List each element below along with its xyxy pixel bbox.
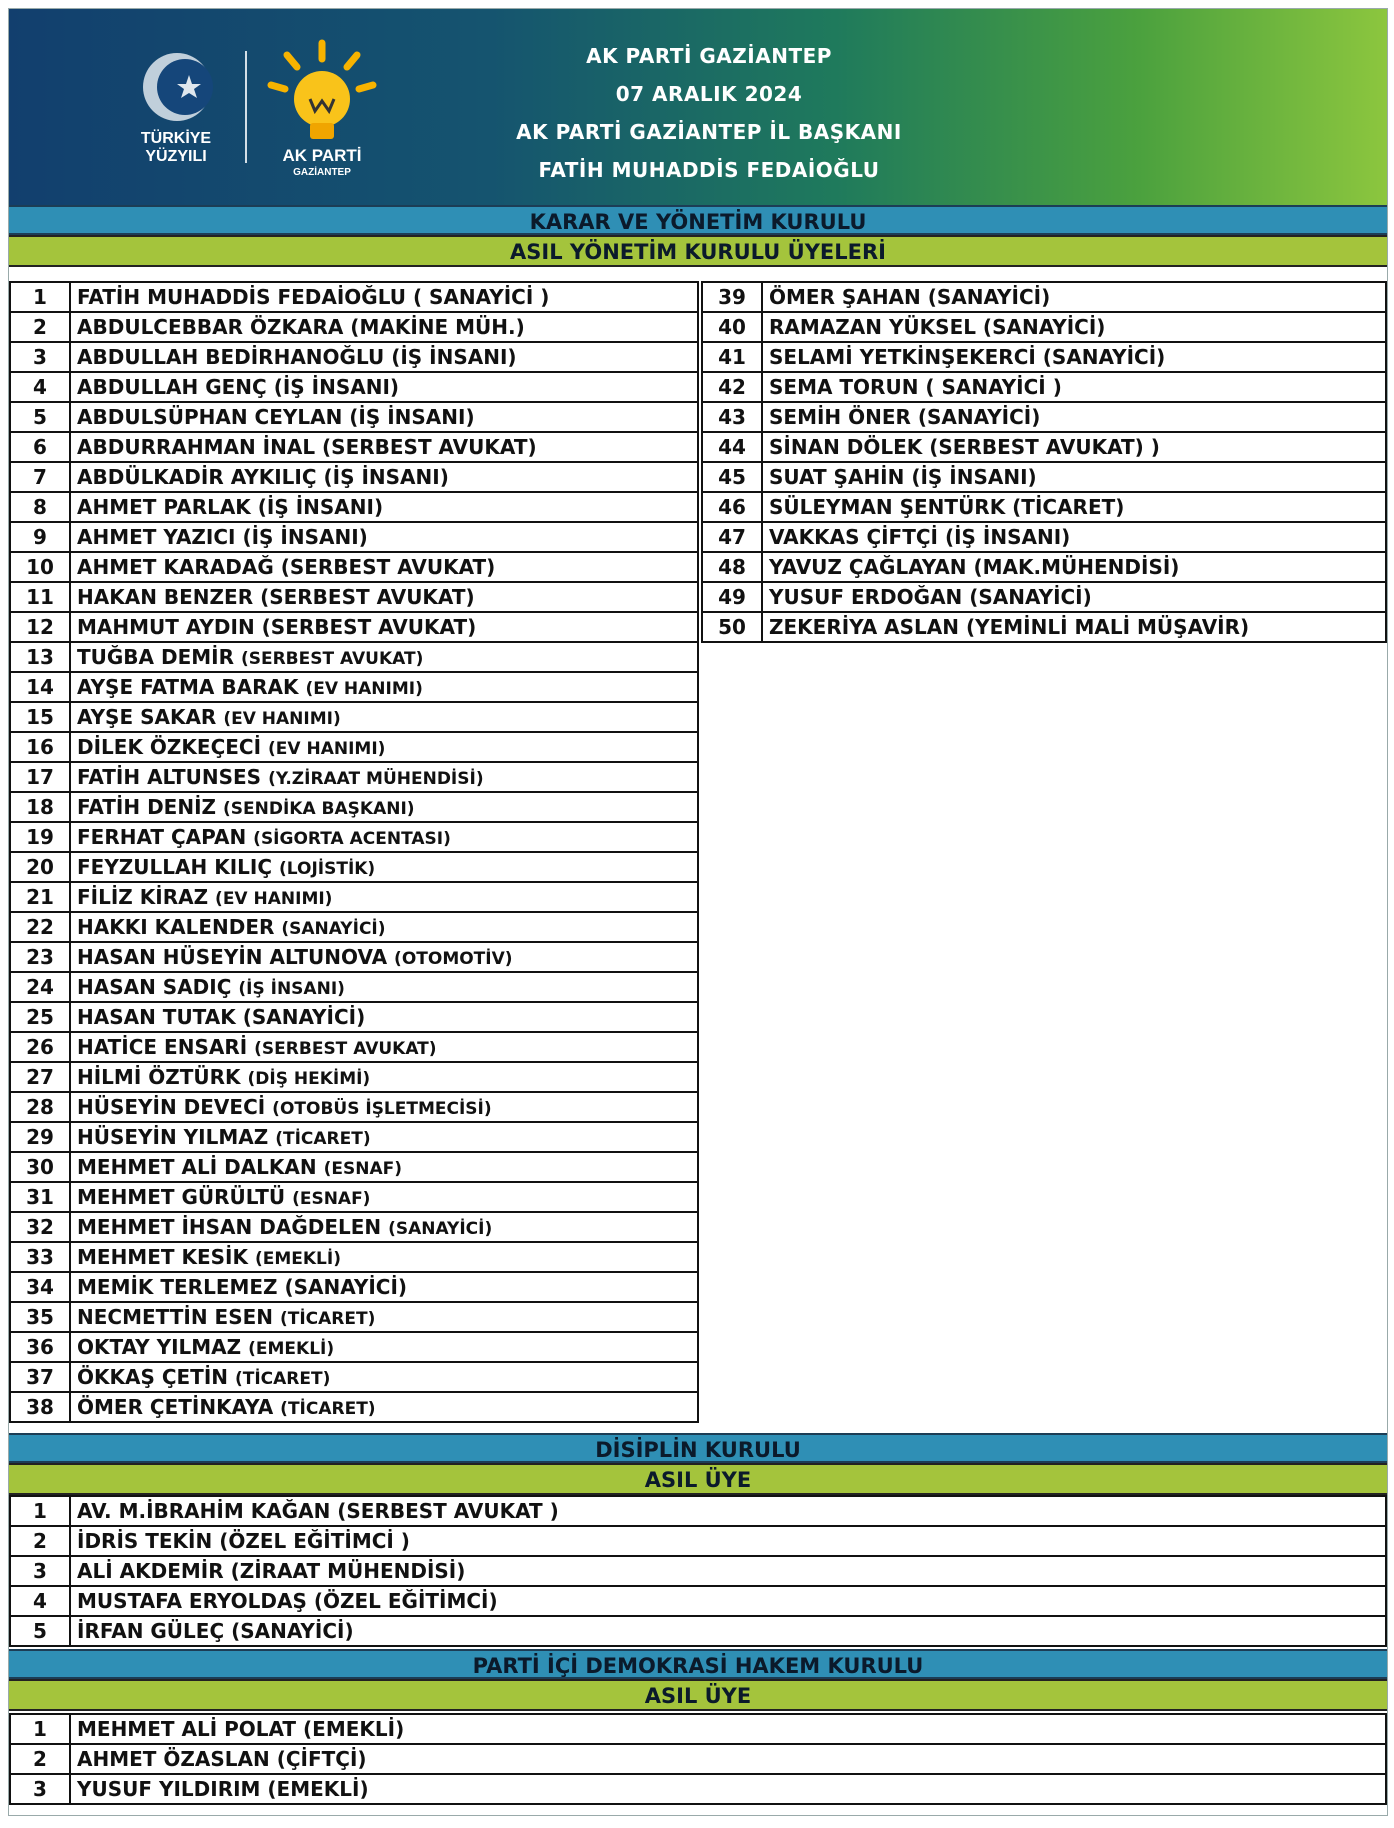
table-row	[10, 1586, 1386, 1616]
member-occupation: (SANAYİCİ)	[388, 1219, 493, 1239]
table-row	[702, 582, 1386, 612]
member-name: FATİH DENİZ	[77, 795, 217, 819]
row-number: 46	[702, 492, 762, 522]
member-occupation: (OTOBÜS İŞLETMECİSİ)	[272, 1099, 492, 1119]
row-number: 37	[10, 1362, 70, 1392]
member-occupation: (SENDİKA BAŞKANI)	[223, 799, 415, 819]
yonetim-table-left	[9, 281, 699, 1423]
member-name: AV. M.İBRAHİM KAĞAN (SERBEST AVUKAT )	[77, 1499, 559, 1523]
member-name-cell	[70, 282, 698, 312]
member-name-cell	[70, 1392, 698, 1422]
row-number: 27	[10, 1062, 70, 1092]
table-row	[10, 612, 698, 642]
row-number: 15	[10, 702, 70, 732]
row-number: 24	[10, 972, 70, 1002]
member-name-cell	[70, 852, 698, 882]
member-name: YUSUF ERDOĞAN (SANAYİCİ)	[769, 585, 1092, 609]
member-name: MEHMET İHSAN DAĞDELEN	[77, 1215, 382, 1239]
row-number: 3	[10, 342, 70, 372]
table-row	[10, 1272, 698, 1302]
table-row	[702, 612, 1386, 642]
member-occupation: (EV HANIMI)	[215, 889, 333, 909]
member-name: SEMİH ÖNER (SANAYİCİ)	[769, 405, 1041, 429]
section-karar-yonetim-subtitle: ASIL YÖNETİM KURULU ÜYELERİ	[9, 235, 1387, 267]
row-number: 2	[10, 312, 70, 342]
table-row	[10, 942, 698, 972]
document-sheet	[8, 8, 1388, 1816]
table-row	[702, 432, 1386, 462]
member-name: HATİCE ENSARİ	[77, 1035, 248, 1059]
table-row	[10, 1392, 698, 1422]
member-name-cell	[70, 1774, 1386, 1804]
section-hakem-subtitle: ASIL ÜYE	[9, 1679, 1387, 1711]
member-name-cell	[70, 1526, 1386, 1556]
member-name-cell	[762, 492, 1386, 522]
row-number: 17	[10, 762, 70, 792]
member-occupation: (EV HANIMI)	[223, 709, 341, 729]
header-line-3: AK PARTİ GAZİANTEP İL BAŞKANI	[516, 120, 902, 144]
row-number: 33	[10, 1242, 70, 1272]
member-name-cell	[70, 642, 698, 672]
row-number: 41	[702, 342, 762, 372]
member-name: İDRİS TEKİN (ÖZEL EĞİTİMCİ )	[77, 1529, 410, 1553]
member-name: SİNAN DÖLEK (SERBEST AVUKAT) )	[769, 435, 1160, 459]
member-name: ABDULSÜPHAN CEYLAN (İŞ İNSANI)	[77, 405, 475, 429]
member-name: NECMETTİN ESEN	[77, 1305, 273, 1329]
row-number: 1	[10, 1496, 70, 1526]
member-name-cell	[70, 462, 698, 492]
member-name-cell	[70, 1496, 1386, 1526]
member-occupation: (SİGORTA ACENTASI)	[253, 829, 451, 849]
yonetim-table-right	[701, 281, 1387, 643]
row-number: 34	[10, 1272, 70, 1302]
table-row	[702, 342, 1386, 372]
member-occupation: (EMEKLİ)	[248, 1339, 335, 1359]
member-name-cell	[70, 432, 698, 462]
table-row	[10, 282, 698, 312]
member-occupation: (TİCARET)	[234, 1369, 331, 1389]
row-number: 18	[10, 792, 70, 822]
row-number: 47	[702, 522, 762, 552]
table-row	[10, 1362, 698, 1392]
row-number: 43	[702, 402, 762, 432]
row-number: 35	[10, 1302, 70, 1332]
table-row	[702, 462, 1386, 492]
member-occupation: (Y.ZİRAAT MÜHENDİSİ)	[268, 769, 484, 789]
member-name: HASAN SADIÇ	[77, 975, 232, 999]
row-number: 38	[10, 1392, 70, 1422]
table-row	[10, 1092, 698, 1122]
row-number: 31	[10, 1182, 70, 1212]
row-number: 36	[10, 1332, 70, 1362]
member-name: AHMET KARADAĞ (SERBEST AVUKAT)	[77, 555, 496, 579]
row-number: 19	[10, 822, 70, 852]
table-row	[10, 732, 698, 762]
member-name-cell	[70, 762, 698, 792]
row-number: 4	[10, 372, 70, 402]
member-occupation: (SANAYİCİ)	[281, 919, 386, 939]
member-occupation: (SERBEST AVUKAT)	[254, 1039, 437, 1059]
row-number: 2	[10, 1744, 70, 1774]
member-name: ÖKKAŞ ÇETİN	[77, 1365, 229, 1389]
table-row	[10, 1774, 1386, 1804]
row-number: 8	[10, 492, 70, 522]
row-number: 48	[702, 552, 762, 582]
table-row	[10, 522, 698, 552]
member-name-cell	[70, 1556, 1386, 1586]
member-name: FERHAT ÇAPAN	[77, 825, 247, 849]
header-line-4: FATİH MUHADDİS FEDAİOĞLU	[538, 158, 880, 182]
member-name: ABDULLAH GENÇ (İŞ İNSANI)	[77, 375, 400, 399]
member-name: SUAT ŞAHİN (İŞ İNSANI)	[769, 465, 1037, 489]
row-number: 9	[10, 522, 70, 552]
header-banner	[9, 9, 1387, 205]
logo-left-line2: YÜZYILI	[145, 148, 207, 165]
member-occupation: (TİCARET)	[279, 1309, 376, 1329]
row-number: 32	[10, 1212, 70, 1242]
turkiye-yuzyili-logo	[119, 49, 234, 169]
member-name-cell	[70, 1362, 698, 1392]
member-name-cell	[762, 342, 1386, 372]
member-name-cell	[70, 1714, 1386, 1744]
row-number: 44	[702, 432, 762, 462]
table-row	[10, 1496, 1386, 1526]
row-number: 45	[702, 462, 762, 492]
member-name: FATİH ALTUNSES	[77, 765, 262, 789]
row-number: 1	[10, 282, 70, 312]
table-row	[702, 372, 1386, 402]
row-number: 10	[10, 552, 70, 582]
member-name-cell	[70, 1212, 698, 1242]
header-text	[429, 37, 989, 189]
member-name-cell	[70, 552, 698, 582]
row-number: 11	[10, 582, 70, 612]
member-name-cell	[70, 942, 698, 972]
row-number: 30	[10, 1152, 70, 1182]
member-name: ABDULLAH BEDİRHANOĞLU (İŞ İNSANI)	[77, 345, 517, 369]
row-number: 39	[702, 282, 762, 312]
member-name: MEMİK TERLEMEZ (SANAYİCİ)	[77, 1275, 408, 1299]
member-name: ÖMER ÇETİNKAYA	[77, 1395, 274, 1419]
member-name-cell	[70, 1586, 1386, 1616]
member-name: DİLEK ÖZKEÇECİ	[77, 735, 262, 759]
member-occupation: (TİCARET)	[275, 1129, 371, 1149]
logo-right-line1: AK PARTİ	[282, 146, 362, 165]
logo-right-line2: GAZİANTEP	[293, 167, 351, 178]
member-name-cell	[70, 1032, 698, 1062]
table-row	[10, 852, 698, 882]
member-name: ZEKERİYA ASLAN (YEMİNLİ MALİ MÜŞAVİR)	[769, 615, 1250, 639]
member-name-cell	[70, 312, 698, 342]
section-karar-yonetim-title: KARAR VE YÖNETİM KURULU	[9, 205, 1387, 235]
member-name: MEHMET KESİK	[77, 1245, 248, 1269]
ak-parti-bulb-logo	[257, 37, 387, 182]
member-occupation: (SERBEST AVUKAT)	[240, 649, 424, 669]
logo-left-line1: TÜRKİYE	[140, 130, 212, 147]
member-name-cell	[70, 822, 698, 852]
member-name-cell	[762, 372, 1386, 402]
member-name: HAKKI KALENDER	[77, 915, 275, 939]
member-name: YUSUF YILDIRIM (EMEKLİ)	[77, 1777, 369, 1801]
member-name-cell	[762, 312, 1386, 342]
table-row	[10, 912, 698, 942]
row-number: 4	[10, 1586, 70, 1616]
member-name-cell	[70, 582, 698, 612]
header-date: 07 ARALIK 2024	[615, 82, 803, 106]
member-name: AHMET ÖZASLAN (ÇİFTÇİ)	[77, 1747, 367, 1771]
member-occupation: (EMEKLİ)	[254, 1249, 341, 1269]
table-row	[10, 462, 698, 492]
member-name: AYŞE FATMA BARAK	[77, 675, 299, 699]
member-name: MUSTAFA ERYOLDAŞ (ÖZEL EĞİTİMCİ)	[77, 1589, 498, 1613]
member-name-cell	[70, 1062, 698, 1092]
table-row	[10, 582, 698, 612]
member-name: AHMET PARLAK (İŞ İNSANI)	[77, 495, 384, 519]
row-number: 6	[10, 432, 70, 462]
member-name-cell	[762, 402, 1386, 432]
member-name-cell	[70, 1302, 698, 1332]
row-number: 23	[10, 942, 70, 972]
table-row	[10, 552, 698, 582]
table-row	[10, 1242, 698, 1272]
member-name: HASAN HÜSEYİN ALTUNOVA	[77, 945, 388, 969]
member-name-cell	[70, 402, 698, 432]
member-occupation: (TİCARET)	[280, 1399, 376, 1419]
member-name: HÜSEYİN YILMAZ	[77, 1125, 269, 1149]
member-occupation: (DİŞ HEKİMİ)	[247, 1069, 371, 1089]
row-number: 26	[10, 1032, 70, 1062]
member-name: HAKAN BENZER (SERBEST AVUKAT)	[77, 585, 475, 609]
member-name-cell	[70, 1744, 1386, 1774]
member-name: FİLİZ KİRAZ	[77, 885, 209, 909]
table-row	[10, 402, 698, 432]
member-name-cell	[70, 792, 698, 822]
table-row	[10, 702, 698, 732]
member-name: HİLMİ ÖZTÜRK	[77, 1065, 241, 1089]
member-name: FATİH MUHADDİS FEDAİOĞLU ( SANAYİCİ )	[77, 285, 550, 309]
table-row	[10, 1332, 698, 1362]
member-name-cell	[70, 1616, 1386, 1646]
member-name: ÖMER ŞAHAN (SANAYİCİ)	[769, 285, 1051, 309]
table-row	[10, 1302, 698, 1332]
member-name-cell	[70, 1152, 698, 1182]
member-name-cell	[70, 1332, 698, 1362]
table-row	[10, 492, 698, 522]
table-row	[10, 1744, 1386, 1774]
table-row	[10, 642, 698, 672]
row-number: 42	[702, 372, 762, 402]
row-number: 25	[10, 1002, 70, 1032]
table-row	[10, 1182, 698, 1212]
table-row	[10, 1556, 1386, 1586]
logo-separator	[245, 51, 247, 163]
member-name-cell	[70, 912, 698, 942]
table-row	[10, 672, 698, 702]
member-name: VAKKAS ÇİFTÇİ (İŞ İNSANI)	[769, 525, 1071, 549]
member-name: MEHMET ALİ DALKAN	[77, 1155, 317, 1179]
member-occupation: (EV HANIMI)	[305, 679, 423, 699]
member-name-cell	[70, 732, 698, 762]
member-occupation: (ESNAF)	[323, 1159, 403, 1179]
row-number: 49	[702, 582, 762, 612]
row-number: 50	[702, 612, 762, 642]
member-name: TUĞBA DEMİR	[77, 645, 234, 669]
section-hakem-title: PARTİ İÇİ DEMOKRASİ HAKEM KURULU	[9, 1649, 1387, 1679]
table-row	[702, 402, 1386, 432]
member-name-cell	[70, 492, 698, 522]
table-row	[10, 1714, 1386, 1744]
member-name: SÜLEYMAN ŞENTÜRK (TİCARET)	[769, 495, 1125, 519]
table-row	[702, 552, 1386, 582]
table-row	[10, 1152, 698, 1182]
table-row	[10, 1002, 698, 1032]
member-name: YAVUZ ÇAĞLAYAN (MAK.MÜHENDİSİ)	[769, 555, 1180, 579]
section-disiplin-subtitle: ASIL ÜYE	[9, 1463, 1387, 1495]
member-name: MEHMET GÜRÜLTÜ	[77, 1185, 286, 1209]
member-name-cell	[762, 612, 1386, 642]
member-occupation: (EV HANIMI)	[268, 739, 386, 759]
member-name-cell	[70, 882, 698, 912]
row-number: 12	[10, 612, 70, 642]
table-row	[10, 762, 698, 792]
row-number: 16	[10, 732, 70, 762]
hakem-table	[9, 1713, 1387, 1805]
member-name: SEMA TORUN ( SANAYİCİ )	[769, 375, 1062, 399]
table-row	[10, 972, 698, 1002]
row-number: 3	[10, 1556, 70, 1586]
member-name: ABDULCEBBAR ÖZKARA (MAKİNE MÜH.)	[77, 315, 525, 339]
row-number: 40	[702, 312, 762, 342]
member-name-cell	[70, 1272, 698, 1302]
member-name: SELAMİ YETKİNŞEKERCİ (SANAYİCİ)	[769, 345, 1166, 369]
member-name-cell	[762, 552, 1386, 582]
member-name-cell	[70, 972, 698, 1002]
member-name-cell	[70, 1122, 698, 1152]
member-name: MAHMUT AYDIN (SERBEST AVUKAT)	[77, 615, 477, 639]
row-number: 21	[10, 882, 70, 912]
table-row	[10, 432, 698, 462]
member-occupation: (OTOMOTİV)	[394, 949, 513, 969]
row-number: 5	[10, 402, 70, 432]
member-name-cell	[762, 282, 1386, 312]
row-number: 20	[10, 852, 70, 882]
header-line-1: AK PARTİ GAZİANTEP	[586, 44, 832, 68]
member-name-cell	[70, 1182, 698, 1212]
table-row	[10, 822, 698, 852]
table-row	[10, 372, 698, 402]
table-row	[10, 1062, 698, 1092]
table-row	[10, 1526, 1386, 1556]
section-disiplin-title: DİSİPLİN KURULU	[9, 1433, 1387, 1463]
member-occupation: (ESNAF)	[292, 1189, 371, 1209]
member-name: HÜSEYİN DEVECİ	[77, 1095, 266, 1119]
member-name: İRFAN GÜLEÇ (SANAYİCİ)	[77, 1619, 354, 1643]
member-name: AHMET YAZICI (İŞ İNSANI)	[77, 525, 368, 549]
table-row	[10, 1212, 698, 1242]
member-name-cell	[70, 672, 698, 702]
member-name: RAMAZAN YÜKSEL (SANAYİCİ)	[769, 315, 1106, 339]
member-occupation: (LOJİSTİK)	[279, 859, 376, 879]
member-name-cell	[70, 372, 698, 402]
table-row	[702, 522, 1386, 552]
table-row	[10, 1032, 698, 1062]
member-name: FEYZULLAH KILIÇ	[77, 855, 273, 879]
member-name: ALİ AKDEMİR (ZİRAAT MÜHENDİSİ)	[77, 1559, 466, 1583]
member-name-cell	[70, 1242, 698, 1272]
row-number: 7	[10, 462, 70, 492]
table-row	[10, 312, 698, 342]
row-number: 29	[10, 1122, 70, 1152]
row-number: 14	[10, 672, 70, 702]
member-name-cell	[70, 612, 698, 642]
member-name-cell	[70, 1002, 698, 1032]
member-name-cell	[762, 522, 1386, 552]
table-row	[702, 282, 1386, 312]
table-row	[10, 792, 698, 822]
member-name: HASAN TUTAK (SANAYİCİ)	[77, 1005, 366, 1029]
table-row	[10, 1616, 1386, 1646]
member-name-cell	[762, 432, 1386, 462]
row-number: 28	[10, 1092, 70, 1122]
member-name-cell	[70, 522, 698, 552]
member-name: OKTAY YILMAZ	[77, 1335, 242, 1359]
member-name-cell	[762, 582, 1386, 612]
member-name: ABDURRAHMAN İNAL (SERBEST AVUKAT)	[77, 435, 537, 459]
row-number: 2	[10, 1526, 70, 1556]
row-number: 1	[10, 1714, 70, 1744]
table-row	[702, 492, 1386, 522]
member-name-cell	[70, 1092, 698, 1122]
member-name: AYŞE SAKAR	[77, 705, 217, 729]
member-name-cell	[762, 462, 1386, 492]
member-name: ABDÜLKADİR AYKILIÇ (İŞ İNSANI)	[77, 465, 449, 489]
member-name-cell	[70, 342, 698, 372]
member-occupation: (İŞ İNSANI)	[238, 979, 345, 999]
member-name-cell	[70, 702, 698, 732]
row-number: 22	[10, 912, 70, 942]
table-row	[702, 312, 1386, 342]
row-number: 13	[10, 642, 70, 672]
row-number: 5	[10, 1616, 70, 1646]
member-name: MEHMET ALİ POLAT (EMEKLİ)	[77, 1717, 405, 1741]
row-number: 3	[10, 1774, 70, 1804]
disiplin-table	[9, 1495, 1387, 1647]
table-row	[10, 1122, 698, 1152]
table-row	[10, 882, 698, 912]
table-row	[10, 342, 698, 372]
